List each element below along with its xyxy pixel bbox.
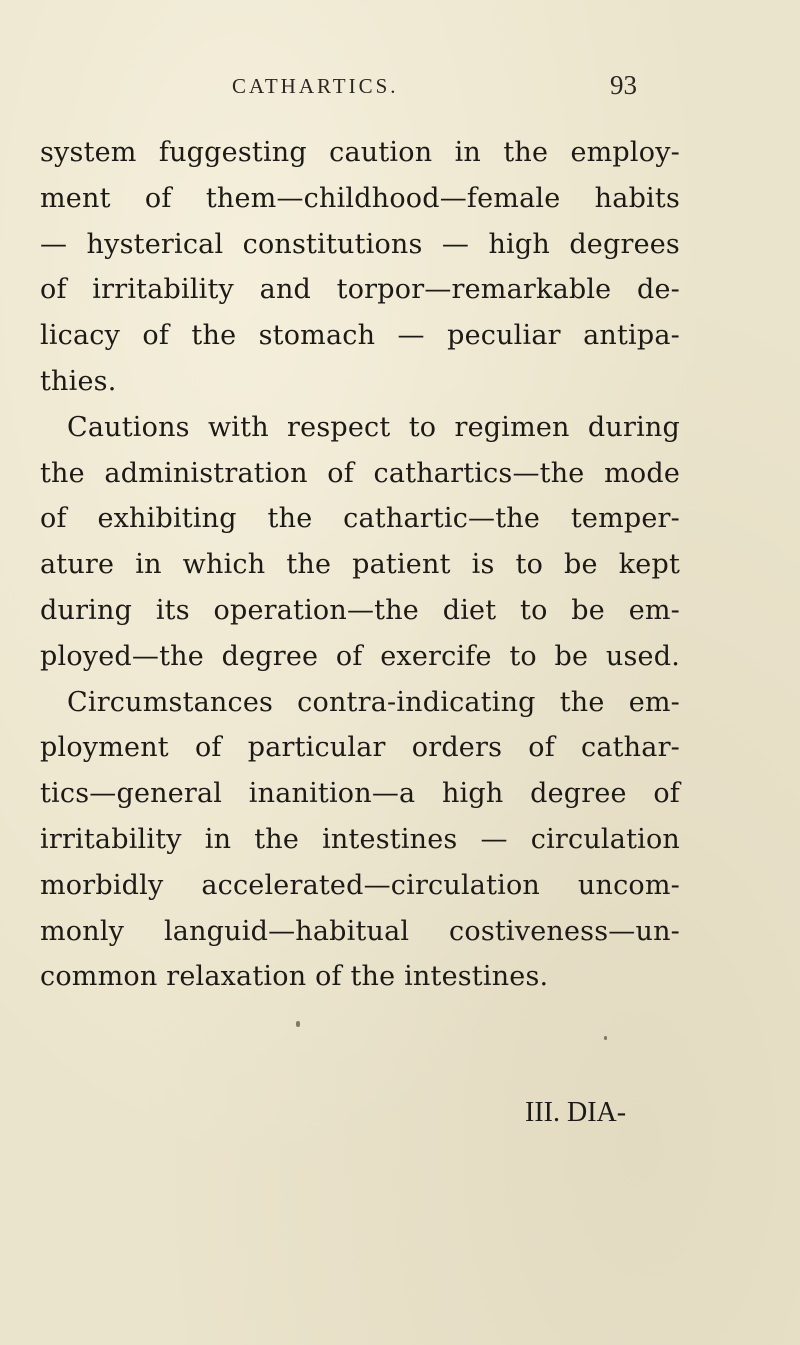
- text-line: of exhibiting the cathartic—the temper-: [40, 503, 680, 535]
- running-title: CATHARTICS.: [232, 74, 399, 98]
- text-line: thies.: [40, 365, 117, 397]
- ink-speck: [296, 1021, 300, 1027]
- ink-speck: [604, 1036, 607, 1040]
- text-line: ment of them—childhood—female habits: [40, 182, 680, 214]
- page-number: 93: [610, 70, 637, 100]
- catchword: III. DIA-: [525, 1097, 627, 1128]
- text-line: licacy of the stomach — peculiar antipa-: [40, 320, 680, 352]
- text-line: ployment of particular orders of cathar-: [40, 732, 680, 764]
- text-line: — hysterical constitutions — high degrees: [40, 228, 680, 260]
- running-head: [0, 70, 800, 110]
- text-line: morbidly accelerated—circulation uncom-: [40, 869, 680, 901]
- text-line: the administration of cathartics—the mode: [40, 457, 680, 489]
- text-line: ature in which the patient is to be kept: [40, 549, 680, 581]
- text-line: Cautions with respect to regimen during: [67, 411, 680, 443]
- text-line: of irritability and torpor—remarkable de-: [40, 274, 680, 306]
- body-text: [40, 130, 680, 1000]
- text-line: tics—general inanition—a high degree of: [40, 778, 680, 810]
- text-line: during its operation—the diet to be em-: [40, 594, 680, 626]
- text-line: monly languid—habitual costiveness—un-: [40, 915, 680, 947]
- text-line: irritability in the intestines — circulation: [40, 823, 680, 855]
- text-line: Circumstances contra-indicating the em-: [67, 686, 680, 718]
- text-line: system fuggesting caution in the employ-: [40, 137, 680, 168]
- text-line: common relaxation of the intestines.: [40, 961, 549, 993]
- text-line: ployed—the degree of exercife to be used.: [40, 640, 680, 672]
